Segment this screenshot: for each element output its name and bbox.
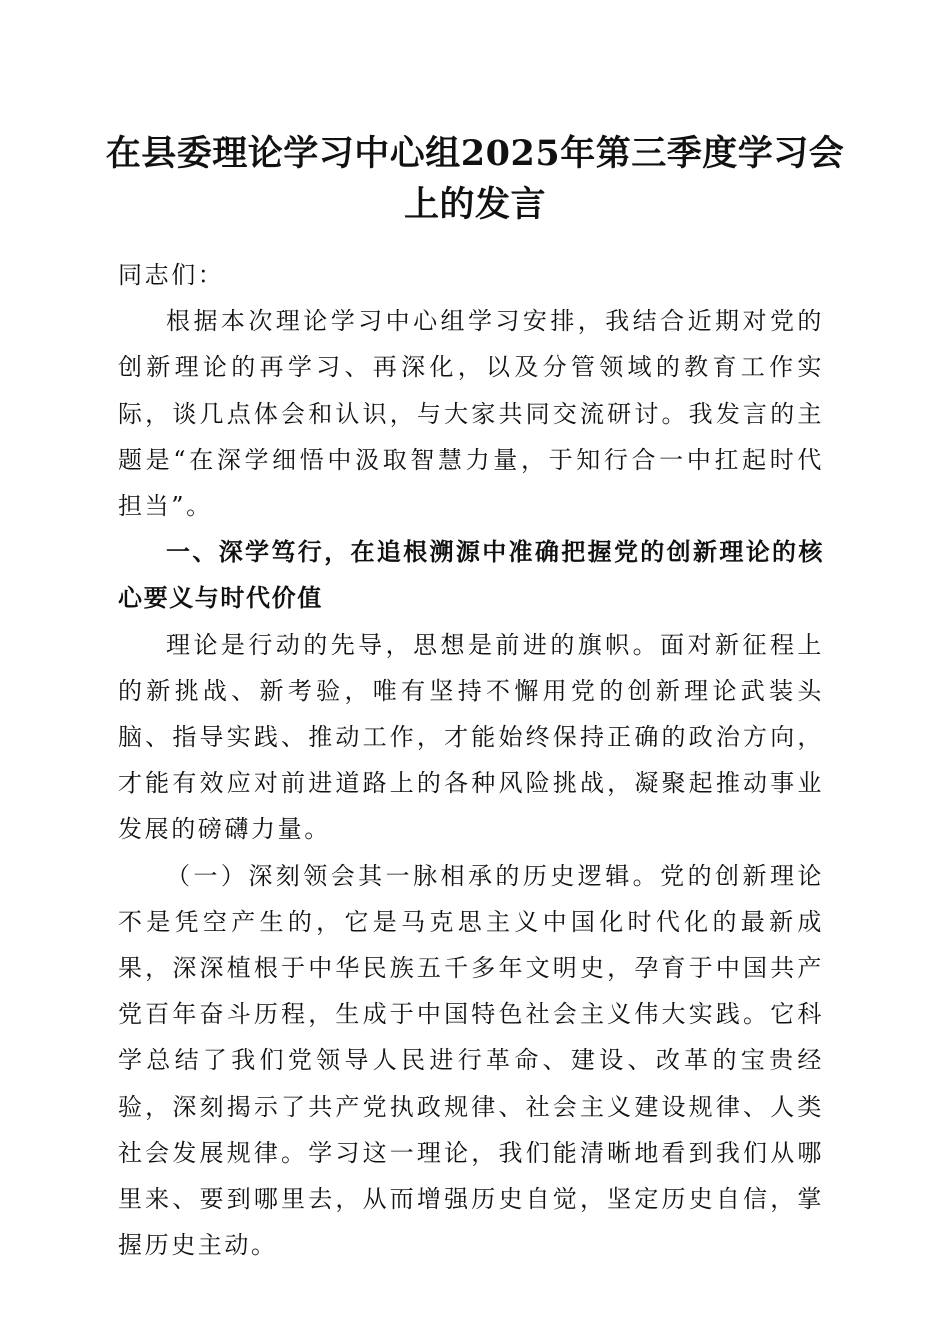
section-1-paragraph: 理论是行动的先导，思想是前进的旗帜。面对新征程上的新挑战、新考验，唯有坚持不懈用党的创新理论武装头脑、指导实践、推动工作，才能始终保持正确的政治方向，才能有效应对前进道路上的各种风险挑战，凝聚起推动事业发展的磅礴力量。 — [118, 630, 824, 844]
intro-paragraph: 根据本次理论学习中心组学习安排，我结合近期对党的创新理论的再学习、再深化，以及分管领域的教育工作实际，谈几点体会和认识，与大家共同交流研讨。我发言的主题是“在深学细悟中汲取智慧力量，于知行合一中扛起时代担当”。 — [118, 307, 824, 521]
subsection-1-paragraph: （一）深刻领会其一脉相承的历史逻辑。党的创新理论不是凭空产生的，它是马克思主义中国化时代化的最新成果，深深植根于中华民族五千多年文明史，孕育于中国共产党百年奋斗历程，生成于中国特色社会主义伟大实践。它科学总结了我们党领导人民进行革命、建设、改革的宝贵经验，深刻揭示了共产党执政规律、社会主义建设规律、人类社会发展规律。学习这一理论，我们能清晰地看到我们从哪里来、要到哪里去，从而增强历史自觉，坚定历史自信，掌握历史主动。 — [118, 861, 824, 1260]
salutation: 同志们： — [118, 261, 225, 289]
document-title: 在县委理论学习中心组2025年第三季度学习会上的发言 — [105, 133, 845, 225]
document-body — [118, 252, 824, 1268]
section-heading-1: 一、深学笃行，在追根溯源中准确把握党的创新理论的核心要义与时代价值 — [118, 538, 824, 613]
